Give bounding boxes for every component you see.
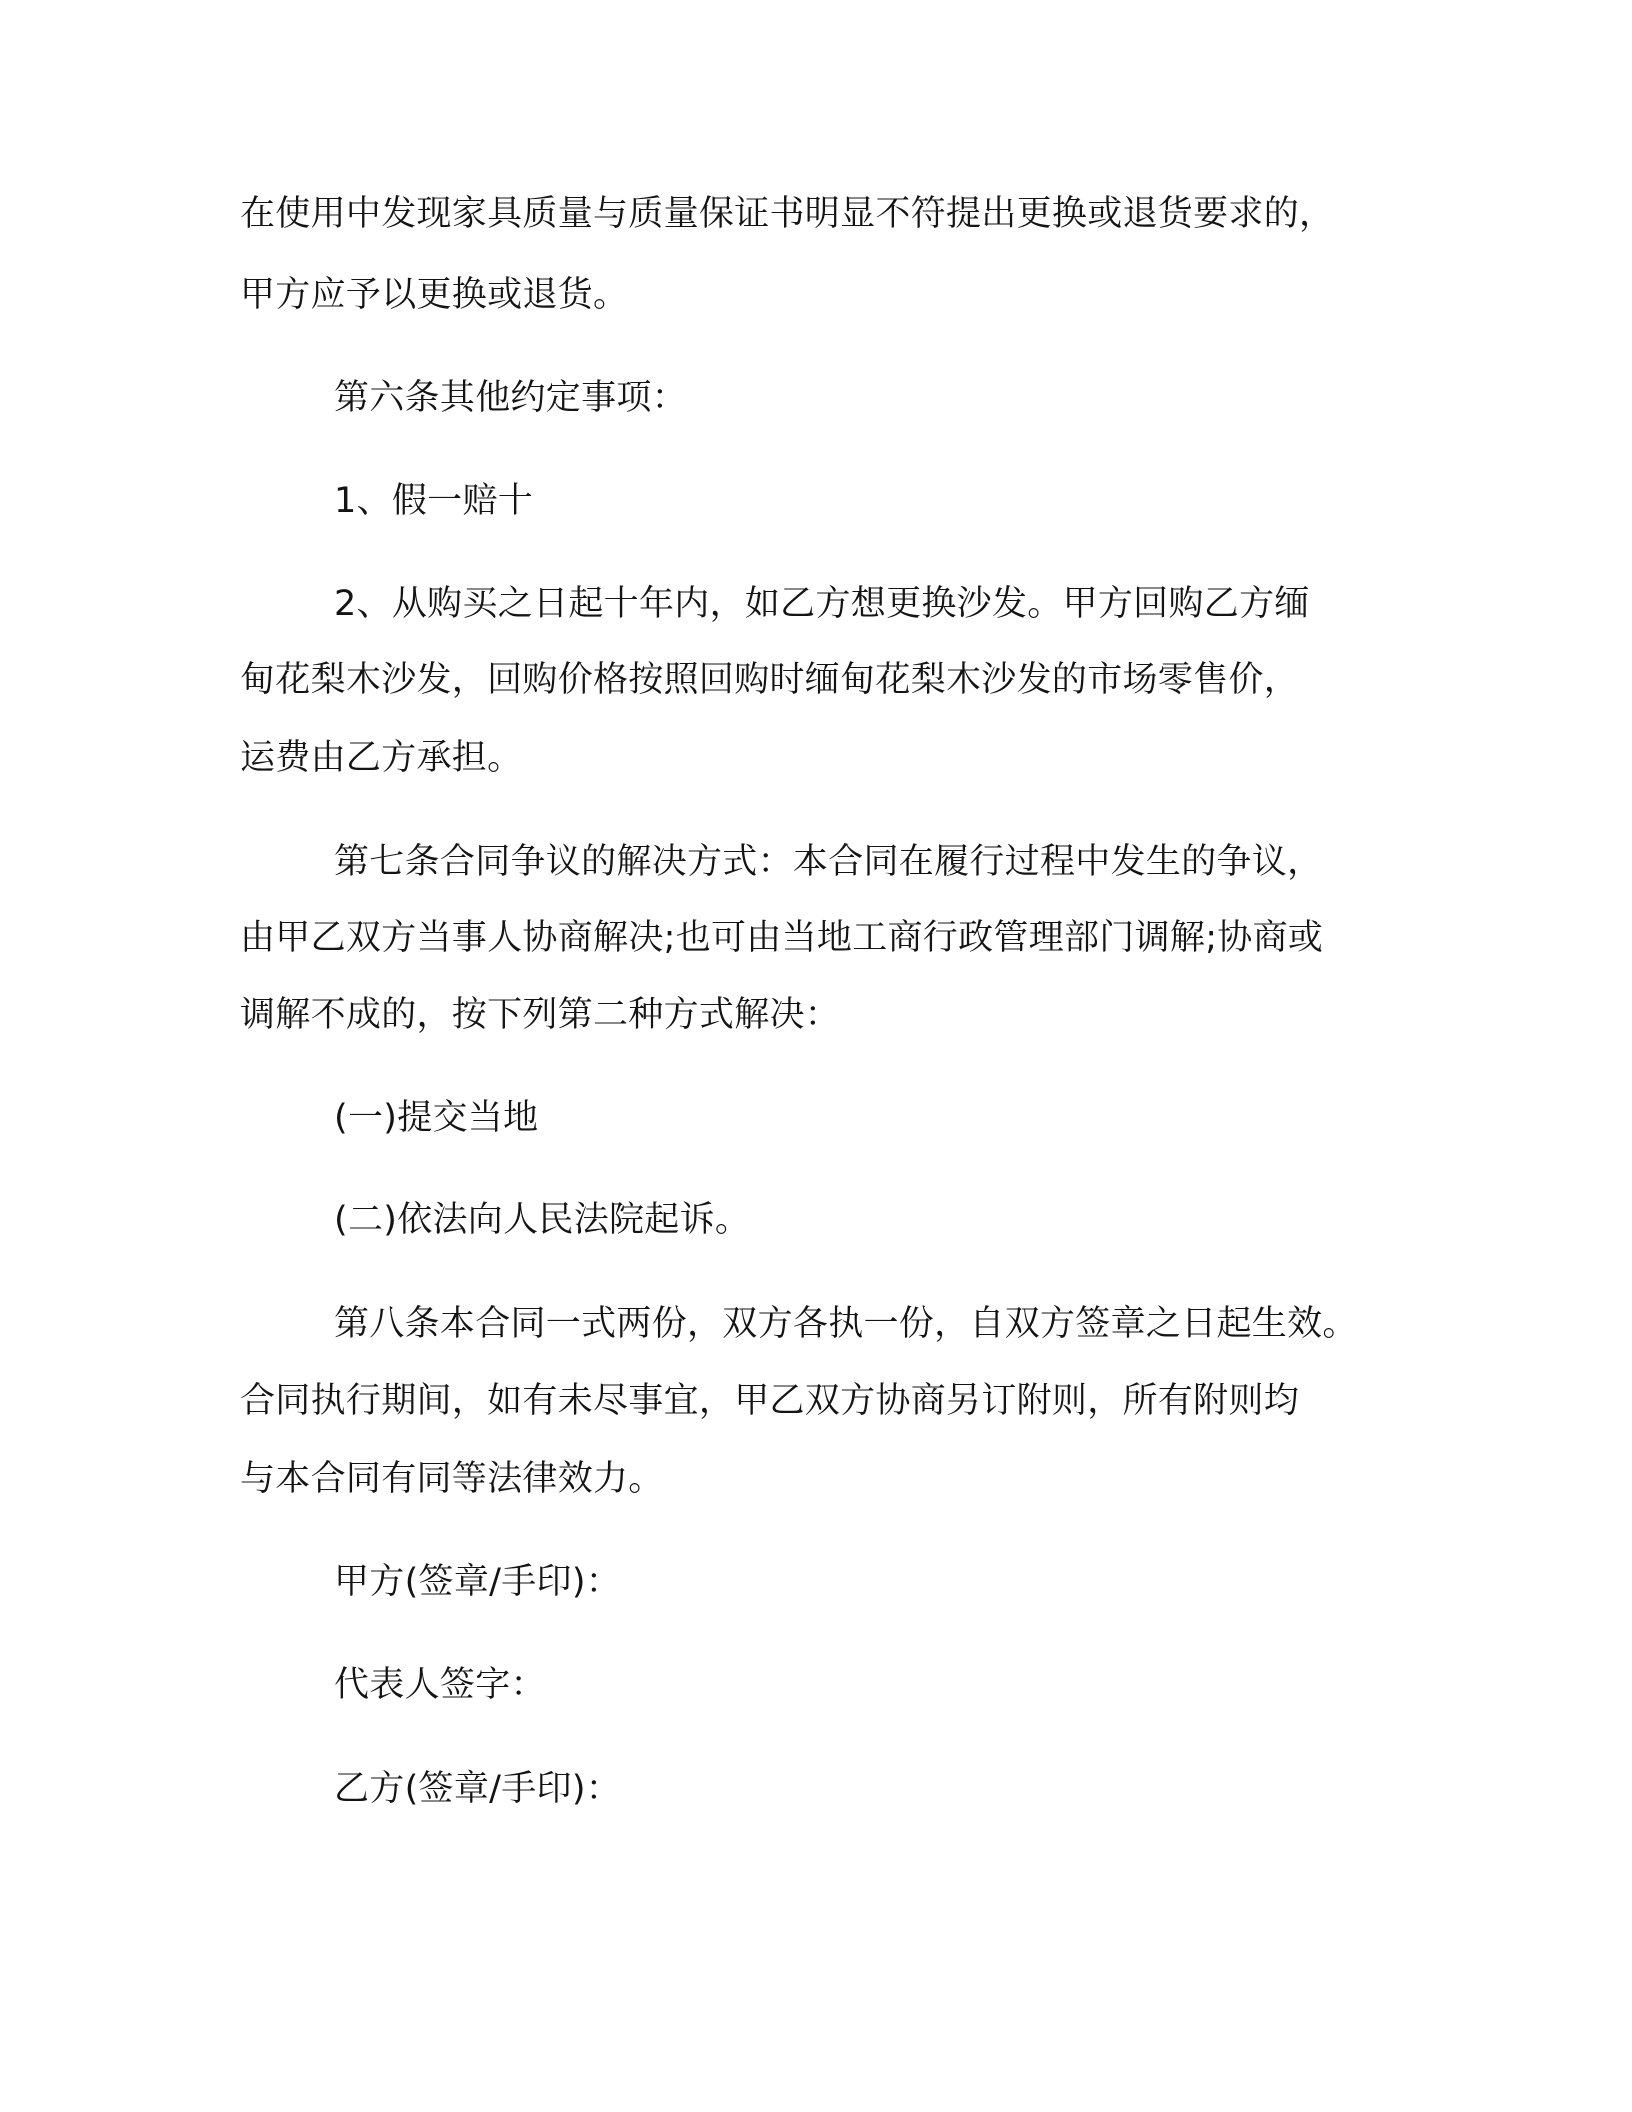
list-item: 2、从购买之日起十年内，如乙方想更换沙发。甲方回购乙方缅 xyxy=(334,584,1310,624)
list-item: (二)依法向人民法院起诉。 xyxy=(334,1200,751,1240)
paragraph-line: 甲方应予以更换或退货。 xyxy=(240,275,629,315)
signature-party-a: 甲方(签章/手印)： xyxy=(334,1562,622,1602)
paragraph-line: 由甲乙双方当事人协商解决;也可由当地工商行政管理部门调解;协商或 xyxy=(240,918,1324,958)
list-item: (一)提交当地 xyxy=(334,1098,539,1138)
article-heading: 第七条合同争议的解决方式：本合同在履行过程中发生的争议， xyxy=(334,842,1323,882)
paragraph-line: 甸花梨木沙发，回购价格按照回购时缅甸花梨木沙发的市场零售价， xyxy=(240,660,1300,700)
paragraph-line: 合同执行期间，如有未尽事宜，甲乙双方协商另订附则，所有附则均 xyxy=(240,1381,1300,1421)
paragraph-line: 调解不成的，按下列第二种方式解决： xyxy=(240,995,841,1035)
paragraph-line: 在使用中发现家具质量与质量保证书明显不符提出更换或退货要求的， xyxy=(240,194,1335,234)
list-item: 1、假一赔十 xyxy=(334,481,534,521)
signature-party-b: 乙方(签章/手印)： xyxy=(334,1769,622,1809)
article-heading: 第六条其他约定事项： xyxy=(334,378,688,418)
paragraph-line: 运费由乙方承担。 xyxy=(240,738,523,778)
paragraph-line: 与本合同有同等法律效力。 xyxy=(240,1459,664,1499)
signature-representative: 代表人签字： xyxy=(334,1665,546,1705)
article-heading: 第八条本合同一式两份，双方各执一份，自双方签章之日起生效。 xyxy=(334,1304,1358,1344)
